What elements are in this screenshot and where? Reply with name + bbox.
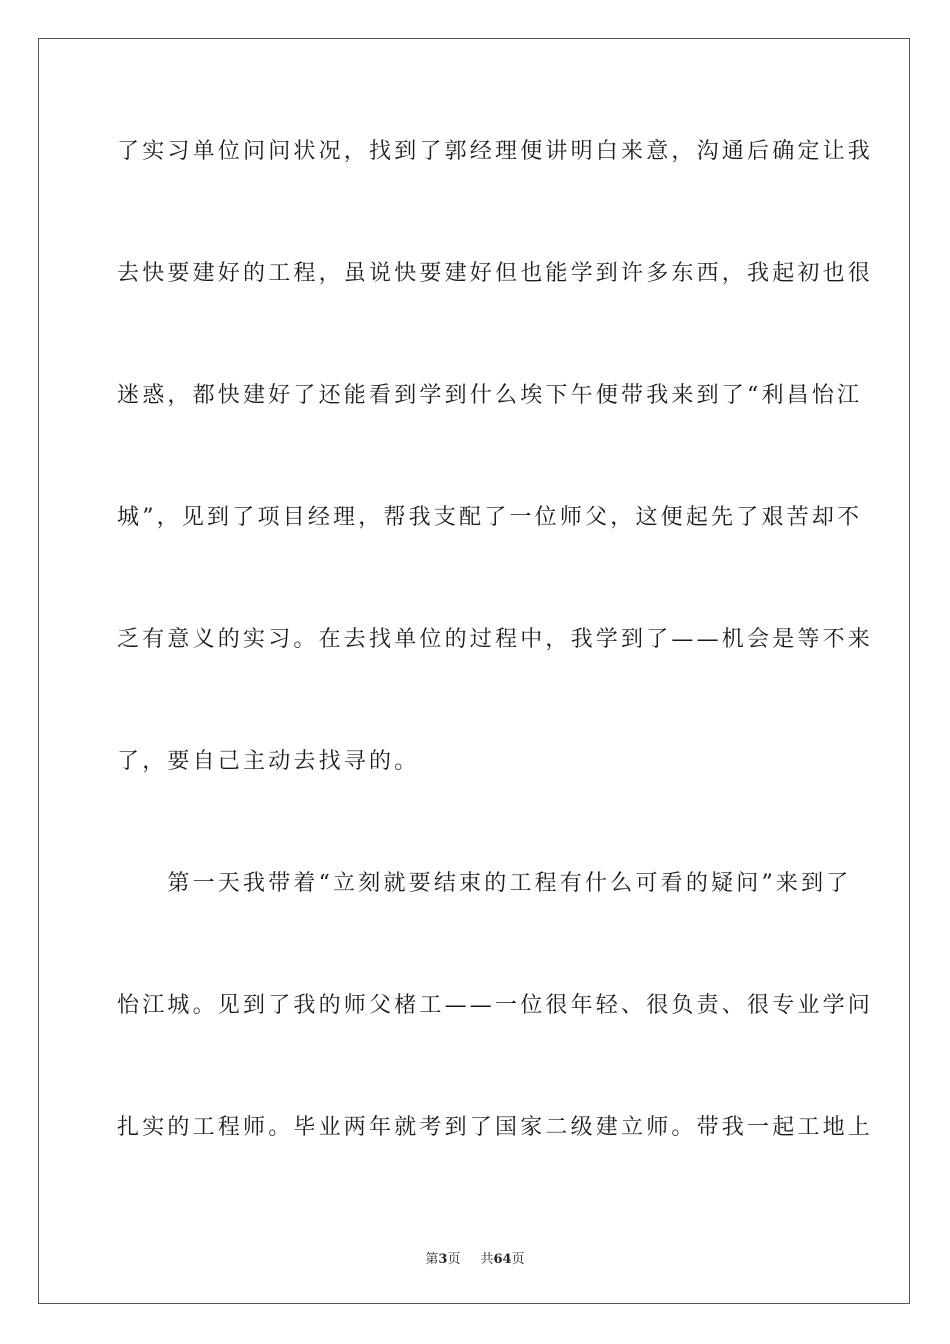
text-line-1: 了实习单位问问状况，找到了郭经理便讲明白来意，沟通后确定让我 bbox=[117, 139, 874, 164]
page-total: 64 bbox=[493, 1252, 512, 1267]
page-footer bbox=[0, 1248, 950, 1267]
text-line-4: 城”，见到了项目经理，帮我支配了一位师父，这便起先了艰苦却不 bbox=[117, 505, 863, 530]
page-prefix: 第 bbox=[425, 1252, 439, 1267]
page-current: 3 bbox=[438, 1252, 448, 1267]
text-line-3: 迷惑，都快建好了还能看到学到什么埃下午便带我来到了“利昌怡江 bbox=[117, 383, 863, 408]
text-line-6: 了，要自己主动去找寻的。 bbox=[117, 749, 420, 774]
total-prefix: 共 bbox=[480, 1252, 494, 1267]
text-line-5: 乏有意义的实习。在去找单位的过程中，我学到了——机会是等不来 bbox=[117, 627, 874, 652]
total-suffix: 页 bbox=[511, 1252, 525, 1267]
text-line-7: 第一天我带着“立刻就要结束的工程有什么可看的疑问”来到了 bbox=[117, 871, 852, 896]
text-line-2: 去快要建好的工程，虽说快要建好但也能学到许多东西，我起初也很 bbox=[117, 261, 874, 286]
text-line-8: 怡江城。见到了我的师父楮工——一位很年轻、很负责、很专业学问 bbox=[117, 993, 874, 1018]
page-suffix: 页 bbox=[447, 1252, 461, 1267]
text-line-9: 扎实的工程师。毕业两年就考到了国家二级建立师。带我一起工地上 bbox=[117, 1115, 874, 1140]
